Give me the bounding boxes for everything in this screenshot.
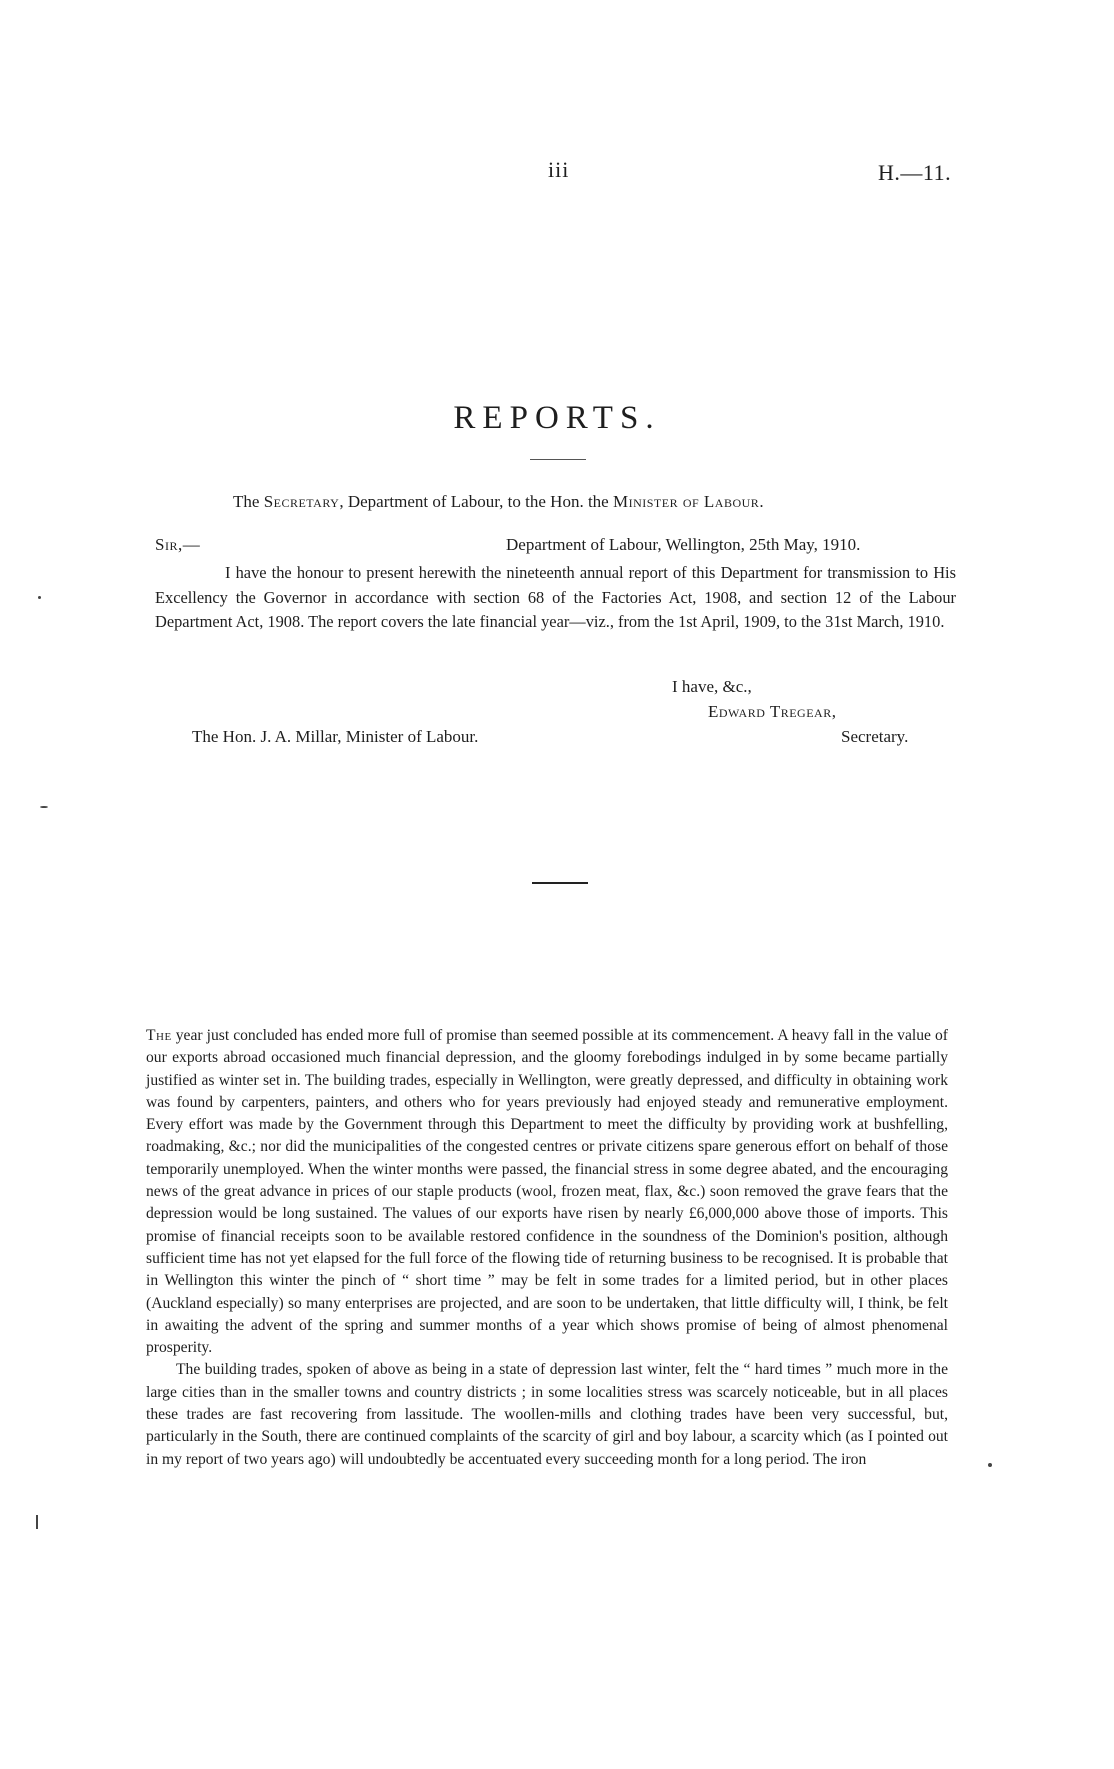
lead-word: The bbox=[146, 1027, 172, 1044]
report-paragraph-2: The building trades, spoken of above as being in a state of depression last winter, felt the “ hard times ” much more in the large cities than in the smaller towns and country districts ; in some localities stress was scarcely noticeable, but in all places these trades are fast recovering from lassitude. The woollen-mills and clothing trades have been very successful, but, particularly in the South, there are continued complaints of the scarcity of girl and boy labour, a scarcity which (as I pointed out in my report of two years ago) will undoubtedly be accentuated every succeeding month for a long period. The iron bbox=[146, 1361, 948, 1468]
document-reference: H.—11. bbox=[878, 160, 952, 185]
heading-minister: Minister of Labour bbox=[612, 492, 760, 511]
scan-speck bbox=[988, 1463, 992, 1467]
scan-speck bbox=[36, 1515, 38, 1529]
page-number: iii bbox=[548, 157, 570, 182]
heading-suffix: . bbox=[759, 492, 764, 511]
title-rule bbox=[530, 459, 586, 460]
scan-speck bbox=[38, 596, 41, 599]
report-paragraph-1-text: year just concluded has ended more full of promise than seemed possible at its commencement. A heavy fall in the value of our exports abroad occasioned much financial depression, and the gloomy forebodings indulged in by some became partially justified as winter set in. The building trades, especially in Wellington, were greatly depressed, and difficulty in obtaining work was found by carpenters, painters, and others who for years previously had enjoyed steady and remunerative employment. Every effort was made by the Government through this Department to meet the difficulty by providing work at bushfelling, roadmaking, &c.; nor did the municipalities of the congested centres or private citizens spare generous effort on behalf of those temporarily unemployed. When the winter months were passed, the financial stress in some degree abated, and the encouraging news of the great advance in prices of our staple products (wool, frozen meat, flax, &c.) soon removed the grave fears that the depression would be long sustained. The values of our exports have risen by nearly £6,000,000 above those of imports. This promise of financial receipts soon to be available restored confidence in the soundness of the Dominion's position, although sufficient time has not yet elapsed for the full force of the flowing tide of returning business to be recognised. It is probable that in Wellington this winter the pinch of “ short time ” may be felt in some trades for a limited period, but in other places (Auckland especially) so many enterprises are projected, and are soon to be undertaken, that little difficulty will, I think, be felt in awaiting the advent of the spring and summer months of a year which shows promise of being of almost phenomenal prosperity. bbox=[146, 1027, 948, 1357]
salutation: Sir,— bbox=[155, 535, 201, 554]
letter-body: I have the honour to present herewith the nineteenth annual report of this Department for transmission to His Excellency the Governor in accordance with section 68 of the Factories Act, 1908, and section 12 of the Labour Department Act, 1908. The report covers the late financial year—viz., from the 1st April, 1909, to the 31st March, 1910. bbox=[155, 563, 956, 631]
scan-speck bbox=[40, 806, 48, 808]
page-title: REPORTS. bbox=[453, 400, 661, 436]
report-text bbox=[146, 1025, 948, 1471]
letter-closing: I have, &c., bbox=[672, 677, 752, 696]
signatory-name: Edward Tregear, bbox=[708, 702, 837, 721]
signatory-title: Secretary. bbox=[841, 727, 909, 746]
report-heading bbox=[233, 492, 764, 512]
section-divider bbox=[532, 882, 588, 884]
addressee: The Hon. J. A. Millar, Minister of Labour. bbox=[192, 727, 479, 746]
heading-prefix: The bbox=[233, 492, 260, 511]
report-paragraph-1 bbox=[146, 1025, 948, 1359]
heading-secretary: Secretary bbox=[263, 492, 340, 511]
heading-middle: , Department of Labour, to the Hon. the bbox=[339, 492, 609, 511]
letter-date-line: Department of Labour, Wellington, 25th May, 1910. bbox=[506, 535, 861, 554]
